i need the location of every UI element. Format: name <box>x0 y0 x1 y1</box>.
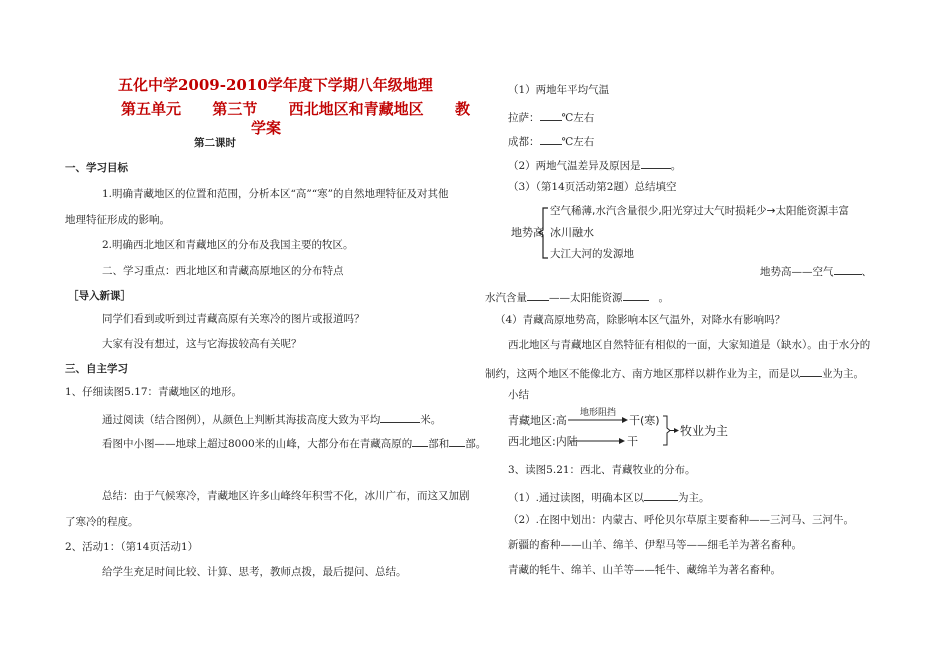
fill-line-1-text: 地势高——空气 <box>760 266 834 278</box>
intro-line-1: 同学们看到或听到过青藏高原有关寒冷的图片或报道吗？ <box>102 313 365 325</box>
question-3b: （2）.在图中划出：内蒙古、呼伦贝尔草原主要畜种——三河马、三河牛。 <box>508 514 855 526</box>
answer-blank[interactable] <box>800 365 822 377</box>
question-r2 <box>508 157 681 173</box>
answer-blank[interactable] <box>540 109 562 121</box>
pastoral-result: 牧业为主 <box>680 424 729 438</box>
question-1b <box>102 435 486 451</box>
fill-line-1 <box>760 263 872 279</box>
answer-blank[interactable] <box>641 157 671 169</box>
question-3a <box>508 489 710 505</box>
chengdu-line <box>508 133 594 149</box>
answer-blank[interactable] <box>644 489 678 501</box>
chengdu-unit: ℃左右 <box>561 136 595 148</box>
key-points: 二、学习重点：西北地区和青藏高原地区的分布特点 <box>102 265 344 277</box>
answer-blank[interactable] <box>540 133 562 145</box>
answer-blank[interactable] <box>623 289 649 301</box>
answer-blank[interactable] <box>449 435 465 447</box>
paragraph-line-2-text: 制约，这两个地区不能像北方、南方地区那样以耕作业为主，而是以 <box>485 368 800 380</box>
paragraph-line-1: 西北地区与青藏地区自然特征有相似的一面，大家知道是（缺水）。由于水分的 <box>508 339 871 351</box>
question-1a-unit: 米。 <box>420 414 442 426</box>
lhasa-line <box>508 109 594 125</box>
question-r2-text: （2）两地气温差异及原因是 <box>508 160 641 172</box>
highland-effects-diagram <box>508 200 849 265</box>
fill-line-2-b: ——太阳能资源 <box>549 292 623 304</box>
chengdu-label: 成都： <box>508 136 540 148</box>
question-2a: 给学生充足时间比较、计算、思考，教师点拨，最后提问、总结。 <box>102 566 407 578</box>
question-3: 3、读图5.21：西北、青藏牧业的分布。 <box>508 464 696 476</box>
objective-1b: 地理特征形成的影响。 <box>65 214 170 226</box>
branch-river-source: 大江大河的发源地 <box>550 248 634 260</box>
heading-objectives: 一、学习目标 <box>65 162 128 174</box>
qinghai-tibet-label: 青藏地区:高 <box>508 414 567 427</box>
branch-thin-air: 空气稀薄,水汽含量很少,阳光穿过大气时损耗少→太阳能资源丰富 <box>550 205 849 217</box>
question-1: 1、仔细读图5.17：青藏地区的地形。 <box>65 386 243 398</box>
question-3a-text: （1）.通过读图，明确本区以 <box>508 492 645 504</box>
doc-title-line3: 学案 <box>251 119 282 137</box>
lhasa-label: 拉萨： <box>508 112 540 124</box>
question-r2-end: 。 <box>670 160 682 172</box>
question-r1: （1）两地年平均气温 <box>508 84 610 96</box>
summary-line-2: 了寒冷的程度。 <box>65 516 139 528</box>
question-r4: （4）青藏高原地势高，除影响本区气温外，对降水有影响吗？ <box>495 314 786 326</box>
doc-title-line2: 第五单元 第三节 西北地区和青藏地区 教 <box>121 100 471 118</box>
paragraph-line-2-end: 业为主。 <box>822 368 864 380</box>
terrain-block-label: 地形阻挡 <box>580 408 617 418</box>
branch-glacier-melt: 冰川融水 <box>550 226 594 239</box>
answer-blank[interactable] <box>380 411 420 423</box>
objective-2: 2.明确西北地区和青藏地区的分布及我国主要的牧区。 <box>102 239 354 251</box>
lesson-label: 第二课时 <box>194 137 236 149</box>
summary-flow-diagram <box>508 408 768 454</box>
fill-line-2 <box>485 289 669 305</box>
question-1a <box>102 411 441 427</box>
summary-label: 小结 <box>508 389 529 401</box>
root-highland: 地势高 <box>511 226 544 239</box>
answer-blank[interactable] <box>834 263 862 275</box>
paragraph-line-2 <box>485 365 864 381</box>
answer-blank[interactable] <box>527 289 549 301</box>
dry-cold-label: 干(寒) <box>629 414 660 427</box>
question-3c: 新疆的畜种——山羊、绵羊、伊犁马等——细毛羊为著名畜种。 <box>508 539 802 551</box>
question-3d: 青藏的牦牛、绵羊、山羊等——牦牛、藏绵羊为著名畜种。 <box>508 564 781 576</box>
intro-line-2: 大家有没有想过，这与它海拔较高有关呢？ <box>102 338 302 350</box>
question-1a-text: 通过阅读（结合图例），从颜色上判断其海拔高度大致为平均 <box>102 414 381 426</box>
question-1b-text: 看图中小图——地球上超过8000米的山峰，大都分布在青藏高原的 <box>102 438 413 450</box>
answer-blank[interactable] <box>412 435 428 447</box>
heading-self-study: 三、自主学习 <box>65 363 128 375</box>
summary-line-1: 总结：由于气候寒冷，青藏地区许多山峰终年积雪不化，冰川广布，而这又加剧 <box>102 490 470 502</box>
doc-title-line1: 五化中学2009-2010学年度下学期八年级地理 <box>118 76 433 94</box>
question-2: 2、活动1：（第14页活动1） <box>65 541 199 553</box>
question-r3: （3）（第14页活动第2题）总结填空 <box>508 181 677 193</box>
dry-label: 干 <box>627 435 638 448</box>
lhasa-unit: ℃左右 <box>561 112 595 124</box>
fill-line-2-a: 水汽含量 <box>485 292 527 304</box>
fill-line-2-c: 。 <box>658 292 669 304</box>
question-1b-end: 部。 <box>465 438 487 450</box>
question-1b-mid: 部和 <box>428 438 450 450</box>
fill-line-1-end: 、 <box>861 266 872 278</box>
northwest-label: 西北地区:内陆 <box>508 435 578 448</box>
intro-heading: ［导入新课］ <box>68 290 131 302</box>
objective-1a: 1.明确青藏地区的位置和范围，分析本区“高”“寒”的自然地理特征及对其他 <box>102 188 449 200</box>
question-3a-end: 为主。 <box>678 492 710 504</box>
